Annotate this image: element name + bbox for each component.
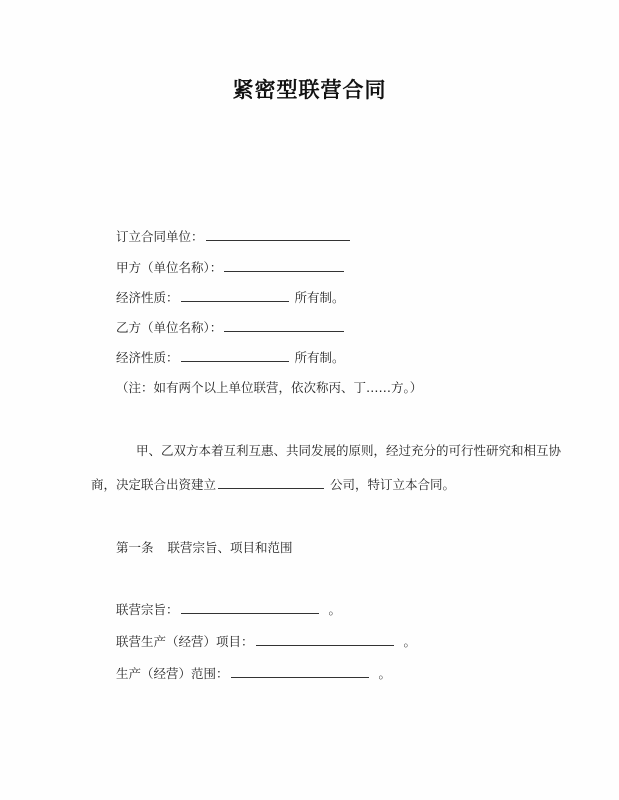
- field-production-scope: [116, 665, 391, 682]
- field-label: 经济性质：: [116, 350, 179, 365]
- field-joint-venture-purpose: [116, 601, 341, 618]
- field-party-b-economic-nature: [116, 349, 345, 366]
- field-label: 订立合同单位：: [116, 229, 204, 244]
- contracting-units-blank[interactable]: [206, 228, 350, 241]
- preamble-prefix: 商，决定联合出资建立: [91, 477, 217, 492]
- article-title: 联营宗旨、项目和范围: [167, 540, 293, 555]
- field-suffix: 所有制。: [294, 290, 345, 305]
- field-party-a-economic-nature: [116, 289, 345, 306]
- article-1-heading: [116, 540, 293, 556]
- field-suffix: 。: [378, 666, 392, 681]
- field-label: 经济性质：: [116, 290, 179, 305]
- preamble-line-2: [91, 476, 455, 493]
- party-a-economic-nature-blank[interactable]: [181, 289, 289, 302]
- field-party-a-name: [116, 259, 346, 276]
- field-label: 乙方（单位名称）：: [116, 320, 223, 335]
- field-suffix: 所有制。: [294, 350, 345, 365]
- company-name-blank[interactable]: [218, 476, 324, 489]
- production-items-blank[interactable]: [256, 633, 394, 646]
- field-label: 甲方（单位名称）：: [116, 260, 223, 275]
- field-party-b-name: [116, 319, 346, 336]
- field-production-items: [116, 633, 416, 650]
- purpose-blank[interactable]: [181, 601, 319, 614]
- field-label: 联营宗旨：: [116, 602, 179, 617]
- preamble-line-1: 甲、乙双方本着互利互惠、共同发展的原则，经过充分的可行性研究和相互协: [136, 443, 562, 458]
- document-title: 紧密型联营合同: [232, 77, 387, 102]
- field-suffix: 。: [403, 634, 417, 649]
- party-b-economic-nature-blank[interactable]: [181, 349, 289, 362]
- field-contracting-units: [116, 228, 352, 245]
- field-suffix: 。: [328, 602, 342, 617]
- party-a-name-blank[interactable]: [224, 259, 344, 272]
- note-text: （注：如有两个以上单位联营，依次称丙、丁……方。）: [116, 380, 423, 395]
- preamble-suffix: 公司，特订立本合同。: [330, 477, 456, 492]
- field-label: 联营生产（经营）项目：: [116, 634, 254, 649]
- field-label: 生产（经营）范围：: [116, 666, 229, 681]
- party-b-name-blank[interactable]: [224, 319, 344, 332]
- article-number: 第一条: [116, 540, 154, 555]
- production-scope-blank[interactable]: [231, 665, 369, 678]
